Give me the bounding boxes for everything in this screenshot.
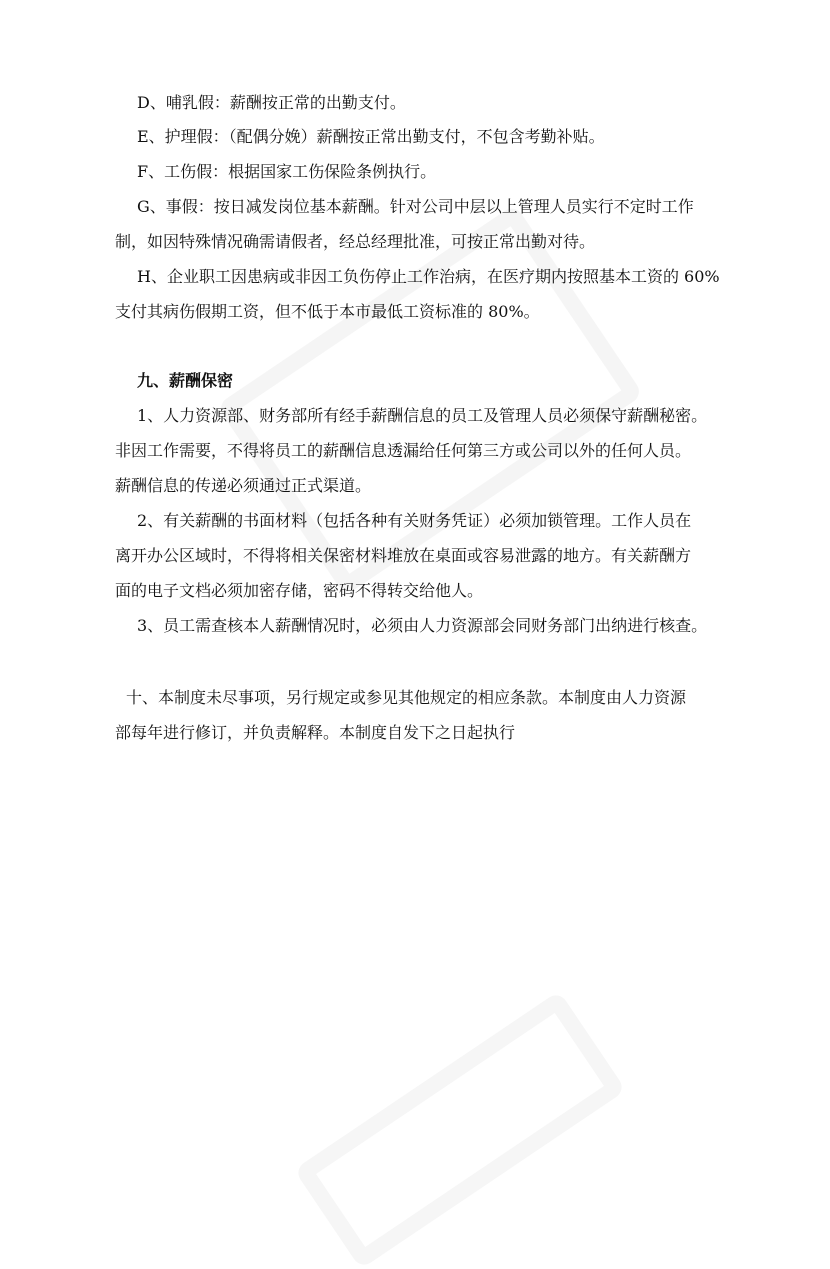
paragraph-1-line-1: 1、人力资源部、财务部所有经手薪酬信息的员工及管理人员必须保守薪酬秘密。 (137, 406, 708, 425)
line-f: F、工伤假：根据国家工伤保险条例执行。 (137, 162, 437, 181)
paragraph-1-line-3: 薪酬信息的传递必须通过正式渠道。 (115, 476, 372, 495)
watermark-graphic-bottom (294, 991, 626, 1269)
line-h-2: 支付其病伤假期工资，但不低于本市最低工资标准的 80%。 (115, 302, 540, 321)
line-h-1: H、企业职工因患病或非因工负伤停止工作治病，在医疗期内按照基本工资的 60% (137, 267, 720, 286)
line-g-2: 制，如因特殊情况确需请假者，经总经理批准，可按正常出勤对待。 (115, 232, 596, 251)
section-10-line-1: 十、本制度未尽事项，另行规定或参见其他规定的相应条款。本制度由人力资源 (126, 688, 687, 707)
line-g-1: G、事假：按日减发岗位基本薪酬。针对公司中层以上管理人员实行不定时工作 (137, 197, 694, 216)
paragraph-2-line-3: 面的电子文档必须加密存储，密码不得转交给他人。 (115, 581, 484, 600)
line-d: D、哺乳假：薪酬按正常的出勤支付。 (137, 93, 406, 112)
paragraph-2-line-2: 离开办公区域时，不得将相关保密材料堆放在桌面或容易泄露的地方。有关薪酬方 (115, 546, 692, 565)
paragraph-2-line-1: 2、有关薪酬的书面材料（包括各种有关财务凭证）必须加锁管理。工作人员在 (137, 511, 692, 530)
paragraph-3: 3、员工需查核本人薪酬情况时，必须由人力资源部会同财务部门出纳进行核查。 (137, 616, 708, 635)
watermark-graphic (216, 204, 643, 596)
section-10-line-2: 部每年进行修订，并负责解释。本制度自发下之日起执行 (115, 723, 516, 742)
section-title-salary-confidentiality: 九、薪酬保密 (137, 371, 234, 390)
line-e: E、护理假：（配偶分娩）薪酬按正常出勤支付，不包含考勤补贴。 (137, 127, 605, 146)
paragraph-1-line-2: 非因工作需要，不得将员工的薪酬信息透漏给任何第三方或公司以外的任何人员。 (115, 441, 692, 460)
